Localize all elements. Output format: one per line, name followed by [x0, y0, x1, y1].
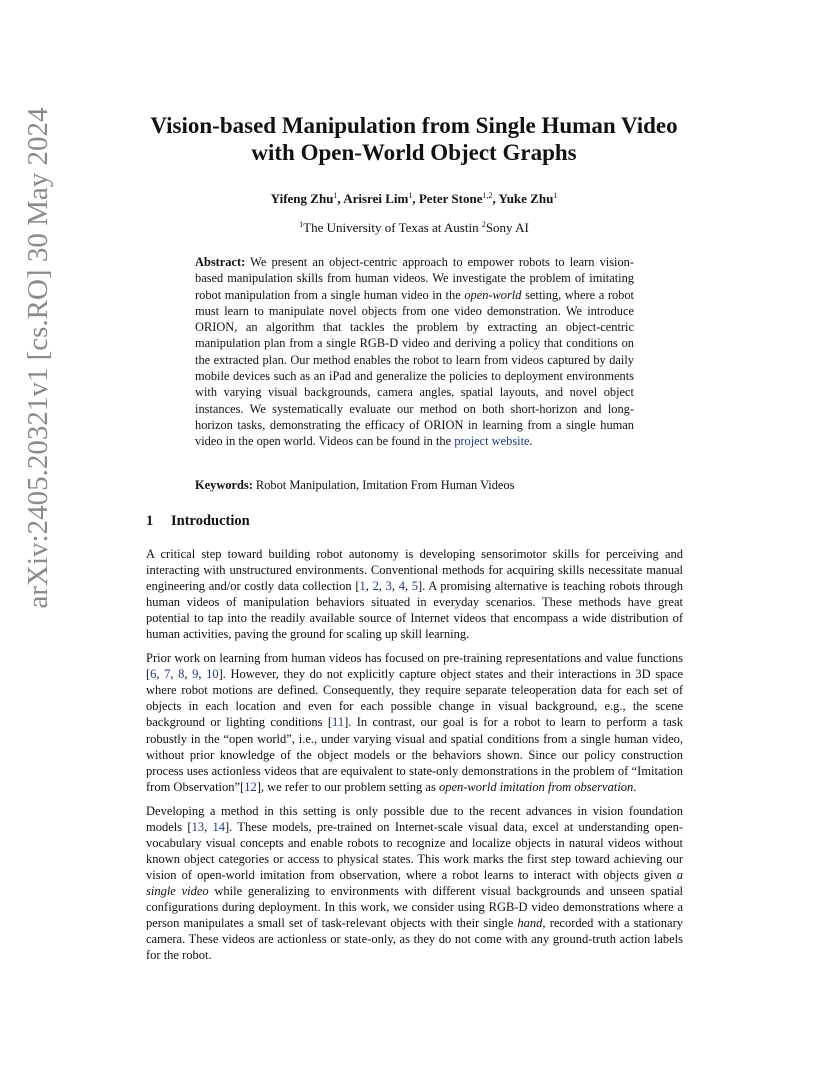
paragraph-3: Developing a method in this setting is only possible due to the recent advances in vision foundation models [13, 14]. These models, pre-trained on Internet-scale visual data, excel at understanding open-vocabulary visual concepts and enable robots to recognize and localize objects in natural videos without known object categories or access to physical states. This work marks the first step toward achieving our vision of open-world imitation from observation, where a robot learns to interact with objects given a single video while generalizing to environments with different visual backgrounds and unseen spatial configurations during deployment. In this work, we consider using RGB-D video demonstrations where a person manipulates a small set of task-relevant objects with their single hand, recorded with a stationary camera. These videos are actionless or state-only, as they do not come with any ground-truth action labels for the robot.: [146, 803, 684, 963]
author-affiliation-mark: 1: [408, 191, 413, 200]
project-website-link[interactable]: project website: [454, 434, 530, 449]
author-affiliation-mark: 1: [553, 191, 558, 200]
citation-link[interactable]: 14: [212, 819, 225, 834]
paragraph-2: Prior work on learning from human videos has focused on pre-training representations and value functions [6, 7, 8, 9, 10]. However, they do not explicitly capture object states and their interactions in 3D space where robot motions are defined. Consequently, they require separate teleoperation data for each set of objects in each location and even for each possible change in visual background, e.g., the scene background or lighting conditions [11]. In contrast, our goal is for a robot to learn to perform a task robustly in the “open world”, i.e., under varying visual and spatial conditions from a single human video, without prior knowledge of the object models or the behaviors shown. Since our policy construction process uses actionless videos that are equivalent to state-only demonstrations in the problem of “Imitation from Observation”[12], we refer to our problem setting as open-world imitation from observation.: [146, 651, 684, 794]
affiliation-mark: 2: [481, 220, 486, 229]
citation-link[interactable]: 10: [206, 667, 219, 682]
author-name: Arisrei Lim: [343, 191, 409, 206]
keywords: Keywords: Robot Manipulation, Imitation From Human Videos: [195, 478, 515, 492]
citation-link[interactable]: 8: [178, 667, 185, 682]
affiliations: [120, 220, 708, 236]
title-line-2: with Open-World Object Graphs: [251, 140, 577, 165]
affiliation-mark: 1: [299, 220, 304, 229]
citation-link[interactable]: 5: [411, 579, 418, 594]
keywords-label: Keywords:: [195, 478, 253, 492]
title-line-1: Vision-based Manipulation from Single Human Video: [150, 113, 678, 138]
citation-link[interactable]: 1: [359, 579, 366, 594]
author-affiliation-mark: 1,2: [482, 191, 493, 200]
citation-link[interactable]: 11: [332, 715, 345, 730]
paragraph-1: A critical step toward building robot autonomy is developing sensorimotor skills for perceiving and interacting with unstructured environments. Conventional methods for acquiring skills necessitate manual engineering and/or costly data collection [1, 2, 3, 4, 5]. A promising alternative is teaching robots through human videos of manipulation behaviors situated in everyday scenarios. These methods have great potential to tap into the readily available source of Internet videos that encompass a wide distribution of human activities, paving the ground for scaling up skill learning.: [146, 547, 683, 642]
section-title: Introduction: [171, 513, 250, 529]
abstract: Abstract: We present an object-centric approach to empower robots to learn vision-based manipulation skills from human videos. We investigate the problem of imitating robot manipulation from a single human video in the open-world setting, where a robot must learn to manipulate novel objects from one video demonstration. We introduce ORION, an algorithm that tackles the problem by extracting an object-centric manipulation plan from a single RGB-D video and deriving a policy that conditions on the extracted plan. Our method enables the robot to learn from videos captured by daily mobile devices such as an iPad and generalize the policies to deployment environments with varying visual backgrounds, camera angles, spatial layouts, and novel object instances. We systematically evaluate our method on both short-horizon and long-horizon tasks, demonstrating the efficacy of ORION in learning from a single human video in the open world. Videos can be found in the project website.: [195, 255, 634, 449]
citation-link[interactable]: 4: [398, 579, 405, 594]
citation-link[interactable]: 13: [191, 819, 205, 834]
affiliation-2: Sony AI: [485, 220, 529, 235]
affiliation-1: The University of Texas at Austin: [303, 220, 482, 235]
introduction-body: [146, 546, 683, 971]
citation-link[interactable]: 3: [385, 579, 392, 594]
author-name: Peter Stone: [418, 191, 483, 206]
section-number: 1: [146, 513, 154, 529]
citation-link[interactable]: 2: [372, 579, 379, 594]
citation-link[interactable]: 7: [164, 667, 171, 682]
arxiv-identifier-stamp: arXiv:2405.20321v1 [cs.RO] 30 May 2024: [22, 107, 54, 609]
citation-link[interactable]: 12: [244, 779, 257, 794]
author-list: Yifeng Zhu$^1$, Arisrei Lim$^1$, Peter Stone$^{1,2}$, Yuke Zhu$^1$: [270, 191, 558, 206]
abstract-label: Abstract:: [195, 255, 246, 269]
citation-link[interactable]: 6: [150, 667, 157, 682]
paper-title: [120, 112, 708, 166]
author-affiliation-mark: 1: [333, 191, 338, 200]
author-name: Yifeng Zhu: [270, 191, 334, 206]
citation-link[interactable]: 9: [192, 667, 199, 682]
author-name: Yuke Zhu: [498, 191, 554, 206]
section-heading-introduction: [146, 513, 686, 530]
